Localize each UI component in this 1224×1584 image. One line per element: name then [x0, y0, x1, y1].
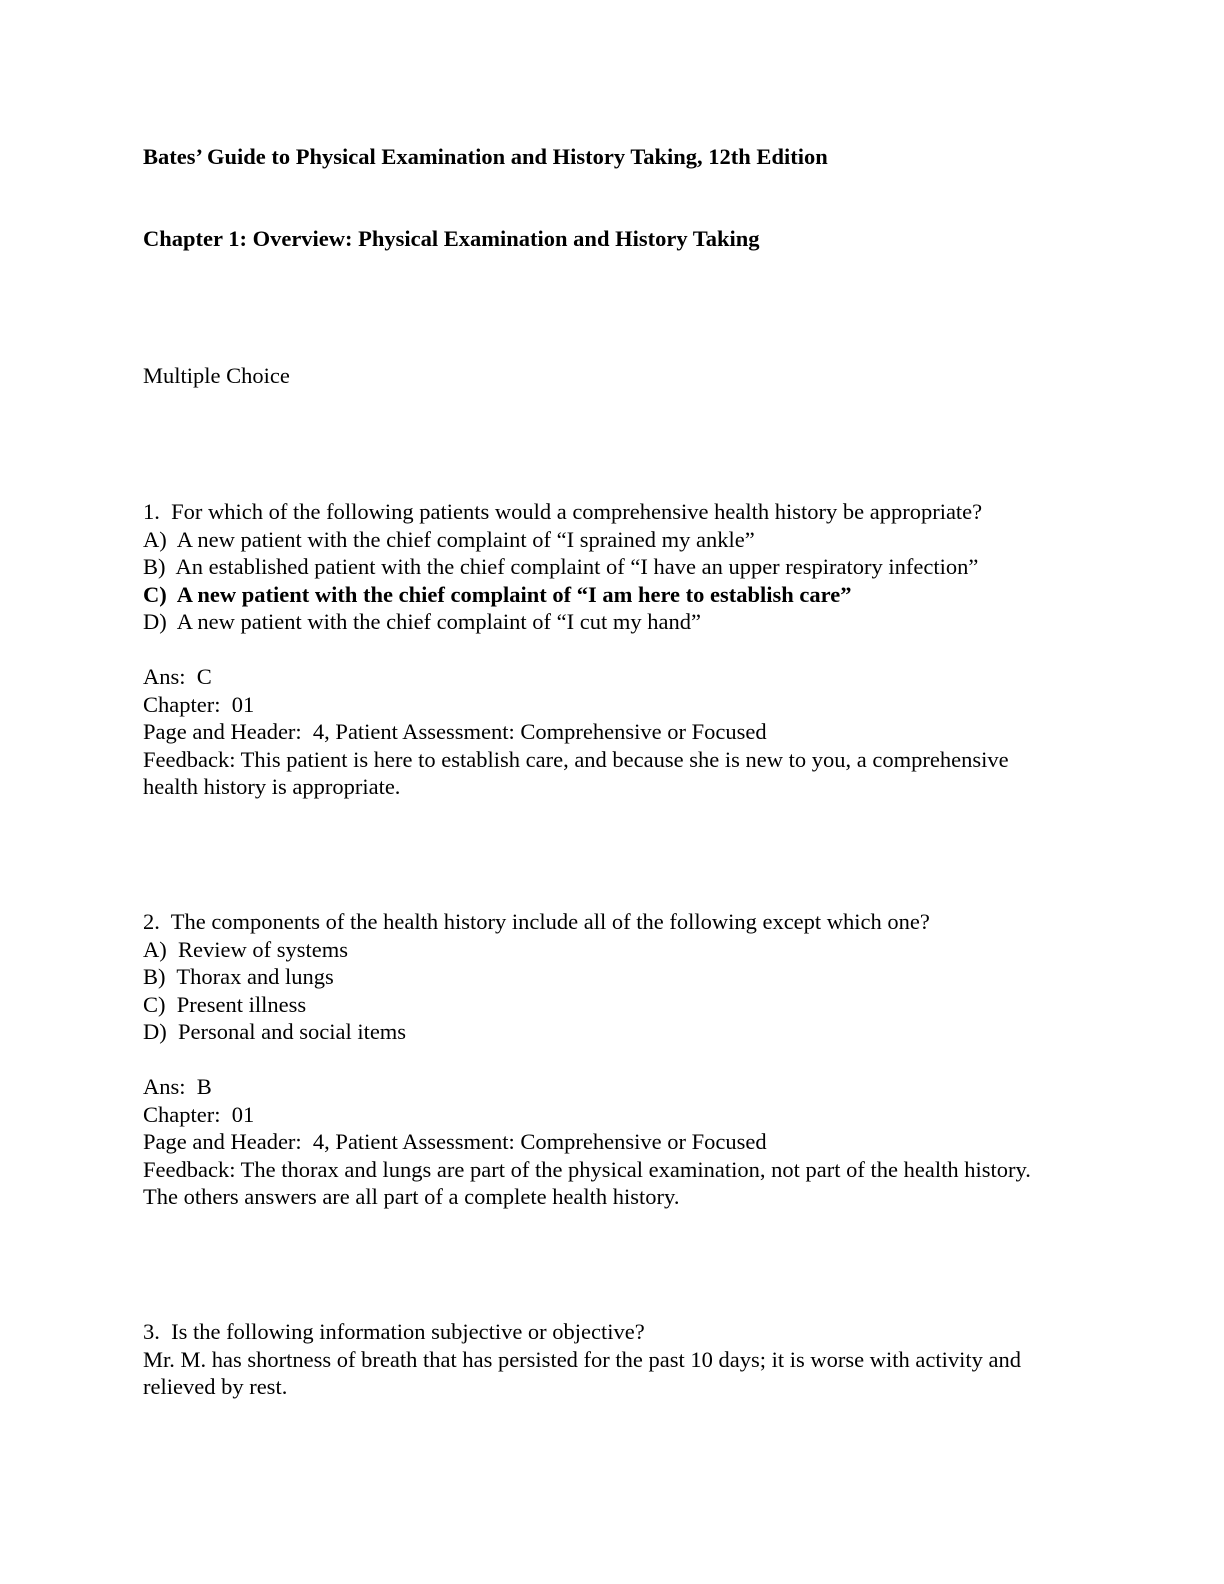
question-stem: 2. The components of the health history include all of the following except which one?	[143, 909, 930, 934]
chapter-ref: Chapter: 01	[143, 1101, 255, 1127]
question-1	[143, 498, 1083, 801]
document-title: Bates’ Guide to Physical Examination and History Taking, 12th Edition	[143, 144, 828, 169]
section-label: Multiple Choice	[143, 363, 290, 388]
option-c-correct: C) A new patient with the chief complaint of “I am here to establish care”	[143, 581, 852, 607]
question-3	[143, 1318, 1083, 1401]
spacer	[143, 636, 1083, 664]
question-2	[143, 908, 1083, 1211]
option-b: B) An established patient with the chief complaint of “I have an upper respiratory infection”	[143, 554, 979, 579]
spacer	[143, 1046, 1083, 1074]
feedback: Feedback: This patient is here to establish care, and because she is new to you, a comprehensive health history is appropriate.	[143, 746, 1009, 799]
option-a: A) A new patient with the chief complaint of “I sprained my ankle”	[143, 526, 755, 552]
page-header-ref: Page and Header: 4, Patient Assessment: Comprehensive or Focused	[143, 719, 767, 744]
answer: Ans: B	[143, 1074, 212, 1099]
option-b: B) Thorax and lungs	[143, 964, 334, 989]
question-body: Mr. M. has shortness of breath that has persisted for the past 10 days; it is worse with activity and relieved by rest.	[143, 1346, 1021, 1399]
feedback: Feedback: The thorax and lungs are part of the physical examination, not part of the health history. The others answers are all part of a complete health history.	[143, 1156, 1031, 1209]
question-stem: 3. Is the following information subjective or objective?	[143, 1319, 645, 1344]
option-d: D) Personal and social items	[143, 1019, 407, 1044]
page-header-ref: Page and Header: 4, Patient Assessment: Comprehensive or Focused	[143, 1129, 767, 1154]
option-d: D) A new patient with the chief complaint of “I cut my hand”	[143, 609, 701, 634]
option-a: A) Review of systems	[143, 936, 348, 962]
chapter-title: Chapter 1: Overview: Physical Examination and History Taking	[143, 226, 760, 251]
answer: Ans: C	[143, 664, 212, 689]
chapter-ref: Chapter: 01	[143, 691, 255, 717]
option-c: C) Present illness	[143, 991, 307, 1017]
question-stem: 1. For which of the following patients would a comprehensive health history be appropriate?	[143, 499, 983, 524]
